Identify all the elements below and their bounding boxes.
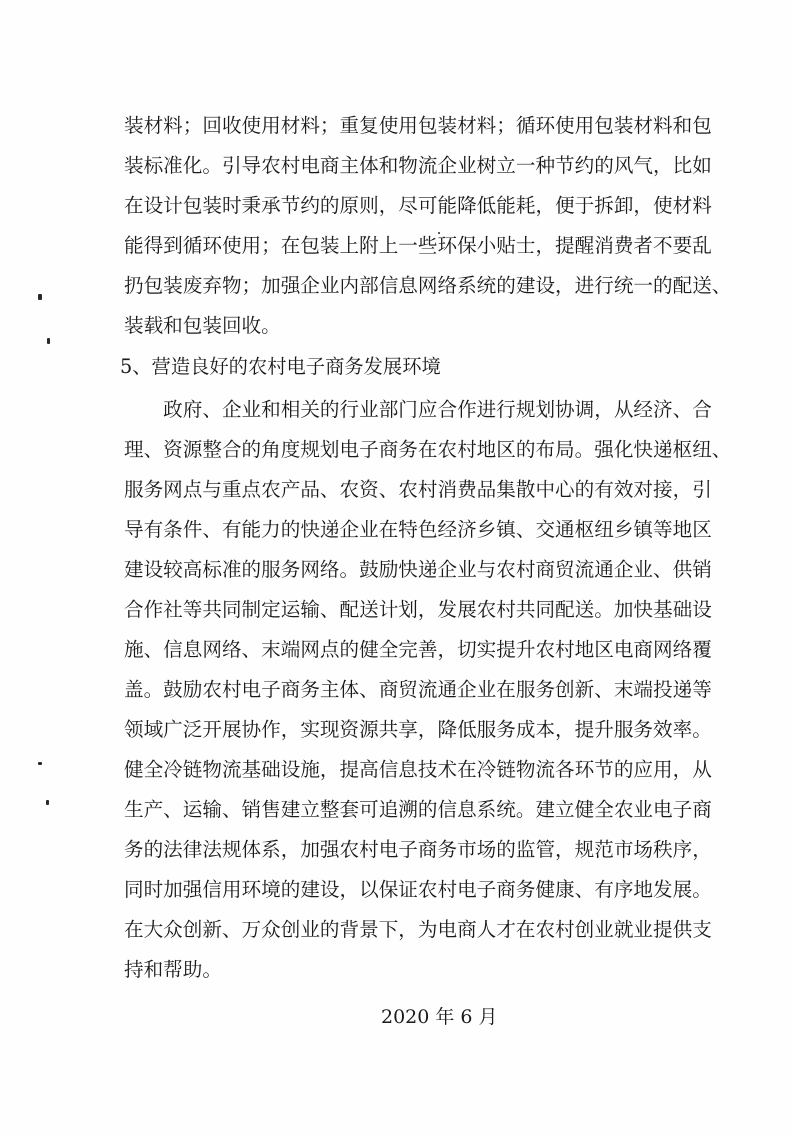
paragraph-line: 理、资源整合的角度规划电子商务在农村地区的布局。强化快递枢纽、 xyxy=(124,438,732,461)
document-date: 2020 年 6 月 xyxy=(381,1006,498,1028)
paragraph-line: 施、信息网络、末端网点的健全完善，切实提升农村地区电商网络覆 xyxy=(124,638,712,661)
paragraph-line: 同时加强信用环境的建设，以保证农村电子商务健康、有序地发展。 xyxy=(124,878,712,901)
scan-mark xyxy=(38,294,42,300)
paragraph-line: 装材料；回收使用材料；重复使用包装材料；循环使用包装材料和包 xyxy=(124,114,712,137)
paragraph-line: 务的法律法规体系，加强农村电子商务市场的监管，规范市场秩序， xyxy=(124,838,712,861)
paragraph-line: 在设计包装时秉承节约的原则，尽可能降低能耗，便于拆卸，使材料 xyxy=(124,194,712,217)
paragraph-line: 合作社等共同制定运输、配送计划，发展农村共同配送。加快基础设 xyxy=(124,598,712,621)
section-heading: 5、营造良好的农村电子商务发展环境 xyxy=(120,355,441,378)
scan-mark xyxy=(438,232,440,234)
paragraph-line: 领域广泛开展协作，实现资源共享，降低服务成本，提升服务效率。 xyxy=(124,718,712,741)
paragraph-line: 盖。鼓励农村电子商务主体、商贸流通企业在服务创新、末端投递等 xyxy=(124,678,712,701)
paragraph-line: 政府、企业和相关的行业部门应合作进行规划协调，从经济、合 xyxy=(124,398,712,421)
paragraph-line: 在大众创新、万众创业的背景下，为电商人才在农村创业就业提供支 xyxy=(124,918,712,941)
scan-mark xyxy=(46,800,49,805)
paragraph-line: 装标准化。引导农村电商主体和物流企业树立一种节约的风气，比如 xyxy=(124,154,712,177)
paragraph-line: 服务网点与重点农产品、农资、农村消费品集散中心的有效对接，引 xyxy=(124,478,712,501)
scan-mark xyxy=(47,338,50,344)
scan-mark xyxy=(38,762,42,765)
paragraph-line: 健全冷链物流基础设施，提高信息技术在冷链物流各环节的应用，从 xyxy=(124,758,712,781)
paragraph-line: 建设较高标准的服务网络。鼓励快递企业与农村商贸流通企业、供销 xyxy=(124,558,712,581)
paragraph-line: 扔包装废弃物；加强企业内部信息网络系统的建设，进行统一的配送、 xyxy=(124,274,732,297)
paragraph-line: 导有条件、有能力的快递企业在特色经济乡镇、交通枢纽乡镇等地区 xyxy=(124,518,712,541)
paragraph-line: 持和帮助。 xyxy=(124,958,222,981)
paragraph-line: 生产、运输、销售建立整套可追溯的信息系统。建立健全农业电子商 xyxy=(124,798,712,821)
paragraph-line: 能得到循环使用；在包装上附上一些环保小贴士，提醒消费者不要乱 xyxy=(124,234,712,257)
paragraph-line: 装载和包装回收。 xyxy=(124,314,281,337)
